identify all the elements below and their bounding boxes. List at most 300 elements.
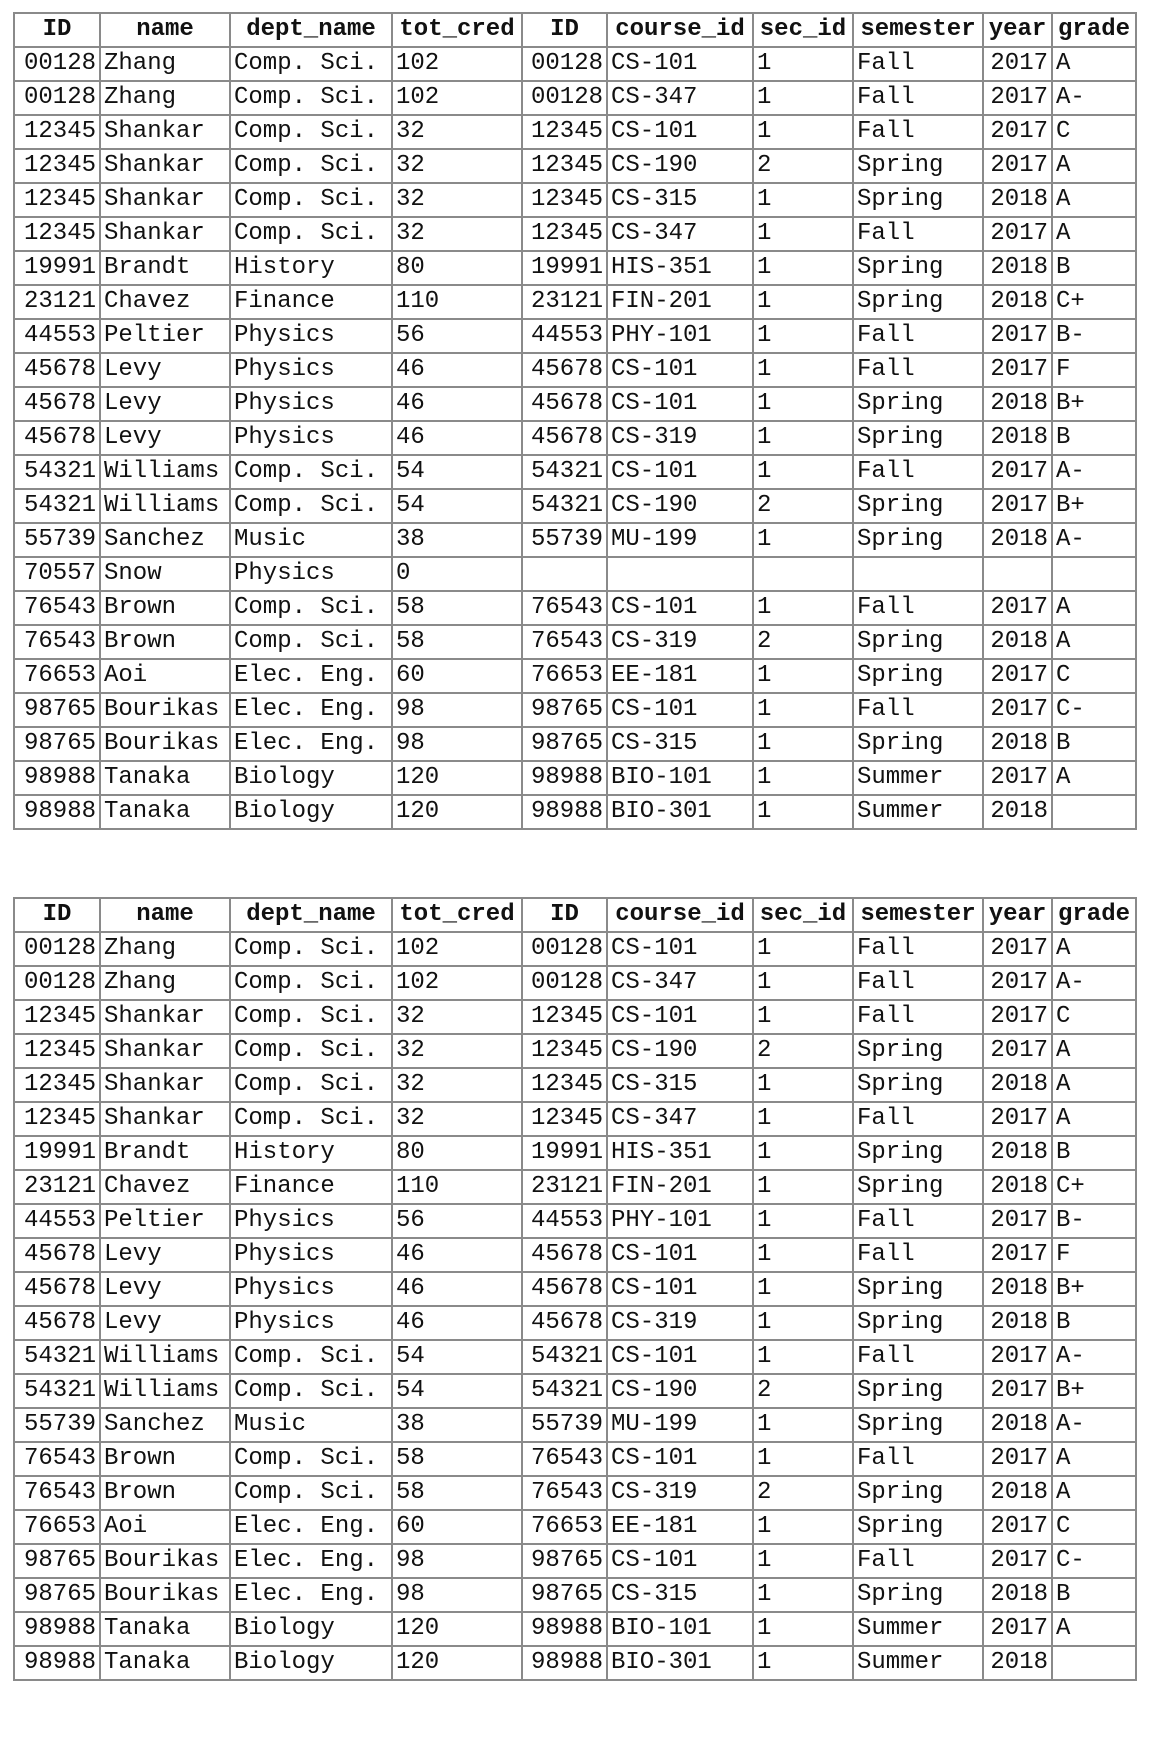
header-tot-cred: tot_cred — [392, 13, 522, 47]
cell-grade: B — [1052, 1306, 1136, 1340]
cell-id: 98988 — [14, 761, 100, 795]
cell-grade: A- — [1052, 523, 1136, 557]
cell-name: Zhang — [100, 47, 230, 81]
cell-semester: Fall — [853, 115, 983, 149]
cell-semester: Spring — [853, 1510, 983, 1544]
cell-name: Shankar — [100, 149, 230, 183]
cell-course-id: BIO-101 — [607, 1612, 753, 1646]
cell-dept-name: Biology — [230, 1612, 392, 1646]
cell-course-id: CS-101 — [607, 387, 753, 421]
cell-grade — [1052, 557, 1136, 591]
cell-semester: Spring — [853, 1476, 983, 1510]
cell-semester: Spring — [853, 1068, 983, 1102]
table-row — [14, 795, 1136, 829]
cell-year: 2017 — [983, 47, 1052, 81]
cell-course-id — [607, 557, 753, 591]
cell-id-2: 00128 — [522, 932, 607, 966]
cell-year: 2018 — [983, 523, 1052, 557]
table-row — [14, 1000, 1136, 1034]
cell-sec-id: 1 — [753, 1102, 853, 1136]
cell-id: 00128 — [14, 966, 100, 1000]
header-course-id: course_id — [607, 13, 753, 47]
table-row — [14, 285, 1136, 319]
cell-year: 2018 — [983, 727, 1052, 761]
cell-grade: C — [1052, 1000, 1136, 1034]
cell-dept-name: Music — [230, 1408, 392, 1442]
cell-year: 2017 — [983, 1374, 1052, 1408]
cell-semester: Fall — [853, 966, 983, 1000]
header-sec-id: sec_id — [753, 898, 853, 932]
cell-grade: A — [1052, 932, 1136, 966]
cell-semester: Summer — [853, 1646, 983, 1680]
header-name: name — [100, 13, 230, 47]
cell-year: 2017 — [983, 932, 1052, 966]
cell-course-id: CS-101 — [607, 115, 753, 149]
cell-dept-name: Comp. Sci. — [230, 115, 392, 149]
table-row — [14, 1544, 1136, 1578]
cell-tot-cred: 80 — [392, 251, 522, 285]
table-row — [14, 1170, 1136, 1204]
cell-grade: C — [1052, 115, 1136, 149]
cell-name: Shankar — [100, 115, 230, 149]
cell-tot-cred: 120 — [392, 761, 522, 795]
cell-tot-cred: 120 — [392, 1646, 522, 1680]
cell-dept-name: Comp. Sci. — [230, 183, 392, 217]
cell-dept-name: Comp. Sci. — [230, 1374, 392, 1408]
cell-id-2: 23121 — [522, 285, 607, 319]
cell-name: Brandt — [100, 251, 230, 285]
cell-dept-name: Comp. Sci. — [230, 1476, 392, 1510]
cell-sec-id: 1 — [753, 1544, 853, 1578]
cell-semester: Fall — [853, 1204, 983, 1238]
cell-dept-name: Physics — [230, 1238, 392, 1272]
cell-sec-id: 1 — [753, 1170, 853, 1204]
table-body — [14, 932, 1136, 1680]
cell-id-2: 55739 — [522, 1408, 607, 1442]
cell-tot-cred: 60 — [392, 659, 522, 693]
cell-id-2: 45678 — [522, 353, 607, 387]
cell-name: Shankar — [100, 1102, 230, 1136]
cell-grade: A- — [1052, 1340, 1136, 1374]
cell-tot-cred: 54 — [392, 455, 522, 489]
cell-sec-id: 2 — [753, 149, 853, 183]
cell-tot-cred: 32 — [392, 183, 522, 217]
cell-id: 19991 — [14, 251, 100, 285]
cell-semester: Fall — [853, 693, 983, 727]
cell-id: 45678 — [14, 1306, 100, 1340]
cell-year: 2017 — [983, 489, 1052, 523]
cell-semester: Fall — [853, 1340, 983, 1374]
cell-dept-name: Comp. Sci. — [230, 1034, 392, 1068]
cell-id-2 — [522, 557, 607, 591]
header-row — [14, 898, 1136, 932]
cell-sec-id: 1 — [753, 455, 853, 489]
table-row — [14, 727, 1136, 761]
cell-semester: Spring — [853, 1034, 983, 1068]
header-id: ID — [14, 898, 100, 932]
cell-id-2: 98988 — [522, 1646, 607, 1680]
cell-name: Williams — [100, 489, 230, 523]
table-row — [14, 1272, 1136, 1306]
cell-sec-id: 1 — [753, 1204, 853, 1238]
cell-year: 2017 — [983, 319, 1052, 353]
cell-id: 12345 — [14, 115, 100, 149]
cell-id: 98988 — [14, 1612, 100, 1646]
cell-year: 2018 — [983, 251, 1052, 285]
cell-tot-cred: 56 — [392, 319, 522, 353]
cell-sec-id: 1 — [753, 183, 853, 217]
cell-id: 98988 — [14, 1646, 100, 1680]
cell-name: Sanchez — [100, 523, 230, 557]
cell-semester: Spring — [853, 1136, 983, 1170]
cell-course-id: CS-101 — [607, 1442, 753, 1476]
cell-id: 55739 — [14, 1408, 100, 1442]
table-row — [14, 1578, 1136, 1612]
cell-grade — [1052, 1646, 1136, 1680]
cell-tot-cred: 102 — [392, 81, 522, 115]
cell-tot-cred: 46 — [392, 353, 522, 387]
cell-semester: Fall — [853, 1442, 983, 1476]
table-row — [14, 761, 1136, 795]
cell-semester: Spring — [853, 183, 983, 217]
cell-name: Zhang — [100, 932, 230, 966]
table-row — [14, 455, 1136, 489]
cell-tot-cred: 32 — [392, 1068, 522, 1102]
header-grade: grade — [1052, 898, 1136, 932]
cell-course-id: HIS-351 — [607, 251, 753, 285]
cell-semester: Fall — [853, 1238, 983, 1272]
cell-grade: A — [1052, 47, 1136, 81]
cell-dept-name: Physics — [230, 387, 392, 421]
cell-id: 00128 — [14, 81, 100, 115]
table-body — [14, 47, 1136, 829]
cell-year: 2018 — [983, 183, 1052, 217]
cell-grade: A — [1052, 1102, 1136, 1136]
cell-tot-cred: 38 — [392, 523, 522, 557]
cell-year: 2018 — [983, 1068, 1052, 1102]
cell-sec-id: 1 — [753, 387, 853, 421]
cell-name: Shankar — [100, 217, 230, 251]
cell-course-id: MU-199 — [607, 523, 753, 557]
cell-id: 98765 — [14, 693, 100, 727]
cell-id: 76543 — [14, 625, 100, 659]
cell-id: 00128 — [14, 932, 100, 966]
table-row — [14, 217, 1136, 251]
cell-id-2: 45678 — [522, 387, 607, 421]
cell-id-2: 12345 — [522, 217, 607, 251]
cell-semester: Fall — [853, 455, 983, 489]
cell-id-2: 00128 — [522, 81, 607, 115]
cell-dept-name: Physics — [230, 353, 392, 387]
cell-year — [983, 557, 1052, 591]
cell-id-2: 55739 — [522, 523, 607, 557]
cell-sec-id: 1 — [753, 727, 853, 761]
cell-sec-id: 1 — [753, 319, 853, 353]
cell-id: 45678 — [14, 353, 100, 387]
cell-dept-name: Comp. Sci. — [230, 591, 392, 625]
cell-semester: Fall — [853, 591, 983, 625]
cell-year: 2017 — [983, 1612, 1052, 1646]
cell-grade: A — [1052, 149, 1136, 183]
header-course-id: course_id — [607, 898, 753, 932]
cell-grade: F — [1052, 1238, 1136, 1272]
cell-grade: A- — [1052, 966, 1136, 1000]
table-row — [14, 1408, 1136, 1442]
cell-course-id: CS-319 — [607, 1306, 753, 1340]
cell-sec-id: 1 — [753, 523, 853, 557]
header-year: year — [983, 898, 1052, 932]
table-row — [14, 1238, 1136, 1272]
header-dept-name: dept_name — [230, 898, 392, 932]
cell-dept-name: Elec. Eng. — [230, 659, 392, 693]
cell-id: 45678 — [14, 1238, 100, 1272]
cell-dept-name: Biology — [230, 761, 392, 795]
cell-id: 70557 — [14, 557, 100, 591]
cell-semester — [853, 557, 983, 591]
cell-sec-id: 2 — [753, 625, 853, 659]
cell-sec-id: 1 — [753, 1272, 853, 1306]
cell-dept-name: History — [230, 251, 392, 285]
cell-name: Peltier — [100, 1204, 230, 1238]
header-tot-cred: tot_cred — [392, 898, 522, 932]
cell-dept-name: History — [230, 1136, 392, 1170]
cell-id-2: 54321 — [522, 1374, 607, 1408]
cell-name: Shankar — [100, 1000, 230, 1034]
cell-dept-name: Comp. Sci. — [230, 489, 392, 523]
table-row — [14, 489, 1136, 523]
table-row — [14, 1374, 1136, 1408]
cell-id-2: 98988 — [522, 761, 607, 795]
cell-id: 12345 — [14, 217, 100, 251]
cell-year: 2017 — [983, 353, 1052, 387]
table-row — [14, 1136, 1136, 1170]
cell-tot-cred: 46 — [392, 421, 522, 455]
cell-tot-cred: 32 — [392, 115, 522, 149]
cell-year: 2017 — [983, 455, 1052, 489]
cell-id-2: 00128 — [522, 966, 607, 1000]
cell-tot-cred: 60 — [392, 1510, 522, 1544]
cell-tot-cred: 54 — [392, 1340, 522, 1374]
cell-grade: A — [1052, 1476, 1136, 1510]
cell-course-id: CS-101 — [607, 47, 753, 81]
cell-course-id: PHY-101 — [607, 319, 753, 353]
cell-dept-name: Physics — [230, 319, 392, 353]
cell-grade: B — [1052, 1578, 1136, 1612]
cell-name: Shankar — [100, 1068, 230, 1102]
cell-name: Brown — [100, 1476, 230, 1510]
cell-dept-name: Elec. Eng. — [230, 1578, 392, 1612]
cell-id-2: 12345 — [522, 149, 607, 183]
cell-semester: Spring — [853, 421, 983, 455]
cell-sec-id: 1 — [753, 1000, 853, 1034]
cell-year: 2018 — [983, 421, 1052, 455]
cell-year: 2018 — [983, 387, 1052, 421]
cell-year: 2017 — [983, 149, 1052, 183]
cell-name: Snow — [100, 557, 230, 591]
table-row — [14, 1646, 1136, 1680]
cell-id-2: 19991 — [522, 1136, 607, 1170]
cell-id-2: 76653 — [522, 659, 607, 693]
cell-id: 76543 — [14, 591, 100, 625]
cell-id-2: 44553 — [522, 319, 607, 353]
cell-course-id: CS-315 — [607, 727, 753, 761]
cell-id: 76543 — [14, 1442, 100, 1476]
cell-tot-cred: 46 — [392, 1306, 522, 1340]
cell-id: 12345 — [14, 183, 100, 217]
cell-sec-id: 1 — [753, 353, 853, 387]
cell-grade: C+ — [1052, 285, 1136, 319]
cell-name: Brown — [100, 591, 230, 625]
cell-sec-id: 1 — [753, 659, 853, 693]
cell-semester: Spring — [853, 727, 983, 761]
cell-id-2: 45678 — [522, 421, 607, 455]
cell-course-id: CS-101 — [607, 1238, 753, 1272]
cell-name: Tanaka — [100, 1612, 230, 1646]
cell-dept-name: Comp. Sci. — [230, 1000, 392, 1034]
cell-id-2: 45678 — [522, 1272, 607, 1306]
cell-sec-id: 2 — [753, 1374, 853, 1408]
left-outer-join-table — [13, 12, 1137, 830]
table-row — [14, 1204, 1136, 1238]
cell-tot-cred: 98 — [392, 693, 522, 727]
cell-name: Bourikas — [100, 727, 230, 761]
cell-sec-id: 1 — [753, 932, 853, 966]
cell-grade: C — [1052, 659, 1136, 693]
cell-semester: Spring — [853, 285, 983, 319]
cell-dept-name: Physics — [230, 557, 392, 591]
cell-id-2: 54321 — [522, 455, 607, 489]
header-dept-name: dept_name — [230, 13, 392, 47]
table-row — [14, 183, 1136, 217]
header-grade: grade — [1052, 13, 1136, 47]
cell-id: 12345 — [14, 1000, 100, 1034]
header-name: name — [100, 898, 230, 932]
cell-dept-name: Comp. Sci. — [230, 149, 392, 183]
cell-dept-name: Finance — [230, 285, 392, 319]
cell-id-2: 12345 — [522, 1102, 607, 1136]
cell-name: Tanaka — [100, 795, 230, 829]
cell-tot-cred: 102 — [392, 932, 522, 966]
cell-semester: Spring — [853, 1306, 983, 1340]
cell-id-2: 98988 — [522, 795, 607, 829]
cell-dept-name: Comp. Sci. — [230, 625, 392, 659]
cell-dept-name: Physics — [230, 421, 392, 455]
cell-semester: Fall — [853, 217, 983, 251]
table-row — [14, 251, 1136, 285]
cell-sec-id: 1 — [753, 115, 853, 149]
cell-course-id: CS-347 — [607, 1102, 753, 1136]
cell-sec-id: 1 — [753, 1306, 853, 1340]
cell-sec-id: 2 — [753, 1034, 853, 1068]
cell-year: 2017 — [983, 966, 1052, 1000]
header-id-2: ID — [522, 13, 607, 47]
cell-id: 76543 — [14, 1476, 100, 1510]
cell-name: Brown — [100, 1442, 230, 1476]
cell-grade: F — [1052, 353, 1136, 387]
header-row — [14, 13, 1136, 47]
cell-year: 2017 — [983, 1442, 1052, 1476]
cell-course-id: CS-101 — [607, 693, 753, 727]
cell-course-id: CS-101 — [607, 1000, 753, 1034]
cell-grade: B- — [1052, 319, 1136, 353]
cell-grade: A — [1052, 1442, 1136, 1476]
cell-name: Levy — [100, 353, 230, 387]
table-row — [14, 81, 1136, 115]
cell-id: 44553 — [14, 1204, 100, 1238]
cell-tot-cred: 54 — [392, 1374, 522, 1408]
cell-year: 2017 — [983, 1204, 1052, 1238]
cell-grade: B — [1052, 251, 1136, 285]
cell-name: Williams — [100, 1340, 230, 1374]
header-id: ID — [14, 13, 100, 47]
header-sec-id: sec_id — [753, 13, 853, 47]
cell-semester: Spring — [853, 1170, 983, 1204]
cell-sec-id: 1 — [753, 81, 853, 115]
cell-sec-id: 1 — [753, 1578, 853, 1612]
cell-year: 2017 — [983, 217, 1052, 251]
cell-year: 2017 — [983, 693, 1052, 727]
cell-course-id: CS-101 — [607, 353, 753, 387]
cell-semester: Spring — [853, 251, 983, 285]
cell-name: Bourikas — [100, 1578, 230, 1612]
cell-semester: Spring — [853, 1408, 983, 1442]
cell-sec-id: 1 — [753, 251, 853, 285]
cell-semester: Summer — [853, 761, 983, 795]
cell-semester: Spring — [853, 1272, 983, 1306]
cell-grade: C — [1052, 1510, 1136, 1544]
cell-semester: Spring — [853, 659, 983, 693]
cell-grade: A — [1052, 1034, 1136, 1068]
cell-name: Peltier — [100, 319, 230, 353]
cell-tot-cred: 32 — [392, 217, 522, 251]
table-row — [14, 149, 1136, 183]
cell-id-2: 23121 — [522, 1170, 607, 1204]
cell-name: Shankar — [100, 1034, 230, 1068]
cell-name: Chavez — [100, 285, 230, 319]
cell-id: 45678 — [14, 1272, 100, 1306]
cell-id-2: 98765 — [522, 1578, 607, 1612]
cell-dept-name: Comp. Sci. — [230, 1068, 392, 1102]
cell-id: 00128 — [14, 47, 100, 81]
cell-dept-name: Comp. Sci. — [230, 932, 392, 966]
table-row — [14, 1034, 1136, 1068]
cell-id-2: 12345 — [522, 1068, 607, 1102]
cell-grade: A — [1052, 1068, 1136, 1102]
cell-dept-name: Comp. Sci. — [230, 47, 392, 81]
table-row — [14, 1442, 1136, 1476]
cell-grade: B+ — [1052, 1374, 1136, 1408]
cell-tot-cred: 80 — [392, 1136, 522, 1170]
cell-id: 12345 — [14, 1068, 100, 1102]
cell-sec-id: 1 — [753, 795, 853, 829]
cell-grade: A — [1052, 183, 1136, 217]
cell-year: 2018 — [983, 1646, 1052, 1680]
cell-id-2: 98765 — [522, 693, 607, 727]
cell-year: 2017 — [983, 591, 1052, 625]
cell-year: 2018 — [983, 795, 1052, 829]
cell-semester: Spring — [853, 1374, 983, 1408]
cell-sec-id: 1 — [753, 761, 853, 795]
cell-dept-name: Elec. Eng. — [230, 727, 392, 761]
cell-course-id: CS-319 — [607, 421, 753, 455]
cell-course-id: CS-319 — [607, 1476, 753, 1510]
cell-id-2: 98988 — [522, 1612, 607, 1646]
cell-dept-name: Comp. Sci. — [230, 1442, 392, 1476]
cell-id-2: 98765 — [522, 1544, 607, 1578]
table-row — [14, 47, 1136, 81]
table-row — [14, 1510, 1136, 1544]
cell-id: 76653 — [14, 1510, 100, 1544]
